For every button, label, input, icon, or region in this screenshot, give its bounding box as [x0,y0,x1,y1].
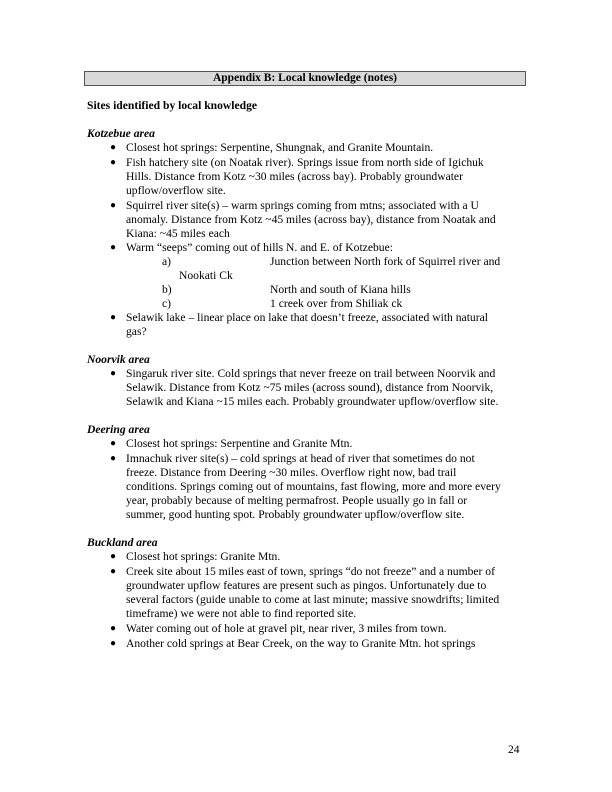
bullet-icon: ● [110,551,117,562]
list-item-line: Selawik. Distance from Kotz ~75 miles (across sound), distance from Noorvik, [126,381,494,394]
bullet-icon: ● [110,566,117,577]
list-item-line: several factors (guide unable to come at last minute; massive snowdrifts; limited [126,593,500,606]
bullet-icon: ● [110,242,117,253]
bullet-icon: ● [110,142,117,153]
sub-item-label: a) [162,255,172,268]
list-item: Warm “seeps” coming out of hills N. and E. of Kotzebue: [126,241,393,254]
list-item: Selawik lake – linear place on lake that doesn’t freeze, associated with natural [126,311,488,324]
list-item-line: gas? [126,325,147,338]
list-item-line: groundwater upflow features are present such as pingos. Unfortunately due to [126,579,487,592]
subtitle: Sites identified by local knowledge [87,99,258,112]
bullet-icon: ● [110,200,117,211]
bullet-icon: ● [110,438,117,449]
list-item-line: Selawik and Kiana ~15 miles each. Probably groundwater upflow/overflow site. [126,395,499,408]
sub-item-label: c) [162,297,172,310]
bullet-icon: ● [110,453,117,464]
list-item-line: summer, good hunting spot. Probably groundwater upflow/overflow site. [126,508,465,521]
list-item-line: year, probably because of melting permafrost. People usually go in fall or [126,494,468,507]
section-heading-deering: Deering area [87,423,150,436]
list-item: Fish hatchery site (on Noatak river). Springs issue from north side of Igichuk [126,156,484,169]
list-item: Creek site about 15 miles east of town, springs “do not freeze” and a number of [126,565,495,578]
section-heading-kotzebue: Kotzebue area [87,127,155,140]
list-item-line: anomaly. Distance from Kotz ~45 miles (across bay), distance from Noatak and [126,213,496,226]
sub-item-text: Junction between North fork of Squirrel river and [270,255,501,268]
list-item: Closest hot springs: Serpentine, Shungnak, and Granite Mountain. [126,141,434,154]
sub-item-text: 1 creek over from Shiliak ck [270,297,403,310]
list-item-line: Kiana: ~45 miles each [126,227,230,240]
bullet-icon: ● [110,157,117,168]
bullet-icon: ● [110,368,117,379]
list-item-line: Hills. Distance from Kotz ~30 miles (across bay). Probably groundwater [126,170,463,183]
list-item: Closest hot springs: Granite Mtn. [126,550,281,563]
list-item: Closest hot springs: Serpentine and Granite Mtn. [126,437,353,450]
list-item: Squirrel river site(s) – warm springs coming from mtns; associated with a U [126,199,479,212]
sub-item-text: Nookati Ck [179,269,233,282]
bullet-icon: ● [110,638,117,649]
section-heading-noorvik: Noorvik area [87,353,150,366]
list-item-line: conditions. Springs coming out of mountains, fast flowing, more and more every [126,480,501,493]
list-item-line: upflow/overflow site. [126,184,226,197]
list-item: Water coming out of hole at gravel pit, near river, 3 miles from town. [126,622,447,635]
list-item: Imnachuk river site(s) – cold springs at head of river that sometimes do not [126,452,475,465]
section-heading-buckland: Buckland area [87,536,158,549]
list-item-line: timeframe) we were not able to find reported site. [126,607,357,620]
appendix-title: Appendix B: Local knowledge (notes) [84,71,526,86]
list-item-line: freeze. Distance from Deering ~30 miles. Overflow right now, bad trail [126,466,457,479]
list-item: Singaruk river site. Cold springs that never freeze on trail between Noorvik and [126,367,496,380]
page-number: 24 [508,744,520,756]
bullet-icon: ● [110,623,117,634]
list-item: Another cold springs at Bear Creek, on the way to Granite Mtn. hot springs [126,637,476,650]
sub-item-text: North and south of Kiana hills [270,283,411,296]
sub-item-label: b) [162,283,172,296]
bullet-icon: ● [110,312,117,323]
